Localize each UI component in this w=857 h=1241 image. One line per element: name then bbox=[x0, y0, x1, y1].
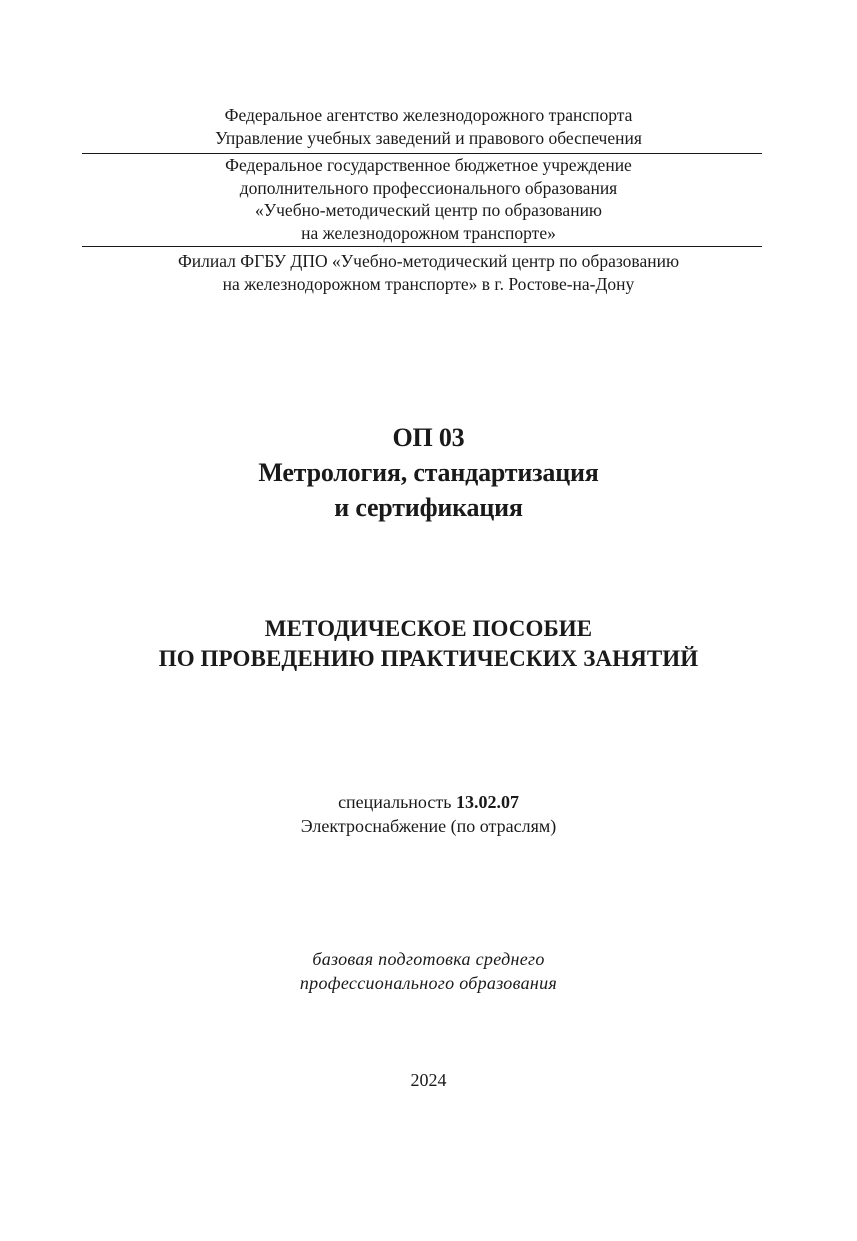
institution-block bbox=[0, 154, 857, 244]
specialty-block bbox=[0, 790, 857, 838]
course-title-line-2: и сертификация bbox=[334, 493, 523, 522]
specialty-line bbox=[0, 790, 857, 814]
branch-block bbox=[0, 250, 857, 295]
agency-line-2: Управление учебных заведений и правового обеспечения bbox=[215, 127, 642, 148]
institution-line-3: «Учебно-методический центр по образованию bbox=[254, 200, 603, 220]
course-title bbox=[0, 420, 857, 525]
education-level-line-2: профессионального образования bbox=[299, 973, 558, 993]
institution-line-4: на железнодорожном транспорте» bbox=[301, 222, 556, 243]
institution-line-2: дополнительного профессионального образования bbox=[239, 177, 618, 198]
publication-year: 2024 bbox=[410, 1070, 447, 1090]
course-code: ОП 03 bbox=[392, 423, 465, 452]
agency-line-1: Федеральное агентство железнодорожного транспорта bbox=[224, 105, 633, 125]
education-level bbox=[0, 947, 857, 995]
header-divider-2 bbox=[82, 246, 762, 247]
document-type-line-2: ПО ПРОВЕДЕНИЮ ПРАКТИЧЕСКИХ ЗАНЯТИЙ bbox=[158, 646, 699, 671]
course-title-line-1: Метрология, стандартизация bbox=[258, 458, 599, 487]
specialty-name: Электроснабжение (по отраслям) bbox=[300, 816, 557, 836]
branch-line-1: Филиал ФГБУ ДПО «Учебно-методический центр по образованию bbox=[177, 251, 680, 271]
institution-line-1: Федеральное государственное бюджетное учреждение bbox=[225, 155, 632, 175]
education-level-line-1: базовая подготовка среднего bbox=[312, 949, 545, 969]
document-type bbox=[0, 614, 857, 674]
specialty-code: 13.02.07 bbox=[455, 792, 519, 812]
document-type-line-1: МЕТОДИЧЕСКОЕ ПОСОБИЕ bbox=[264, 616, 593, 641]
branch-line-2: на железнодорожном транспорте» в г. Ростове-на-Дону bbox=[222, 273, 635, 294]
specialty-prefix: специальность bbox=[338, 792, 456, 812]
agency-block bbox=[0, 104, 857, 149]
